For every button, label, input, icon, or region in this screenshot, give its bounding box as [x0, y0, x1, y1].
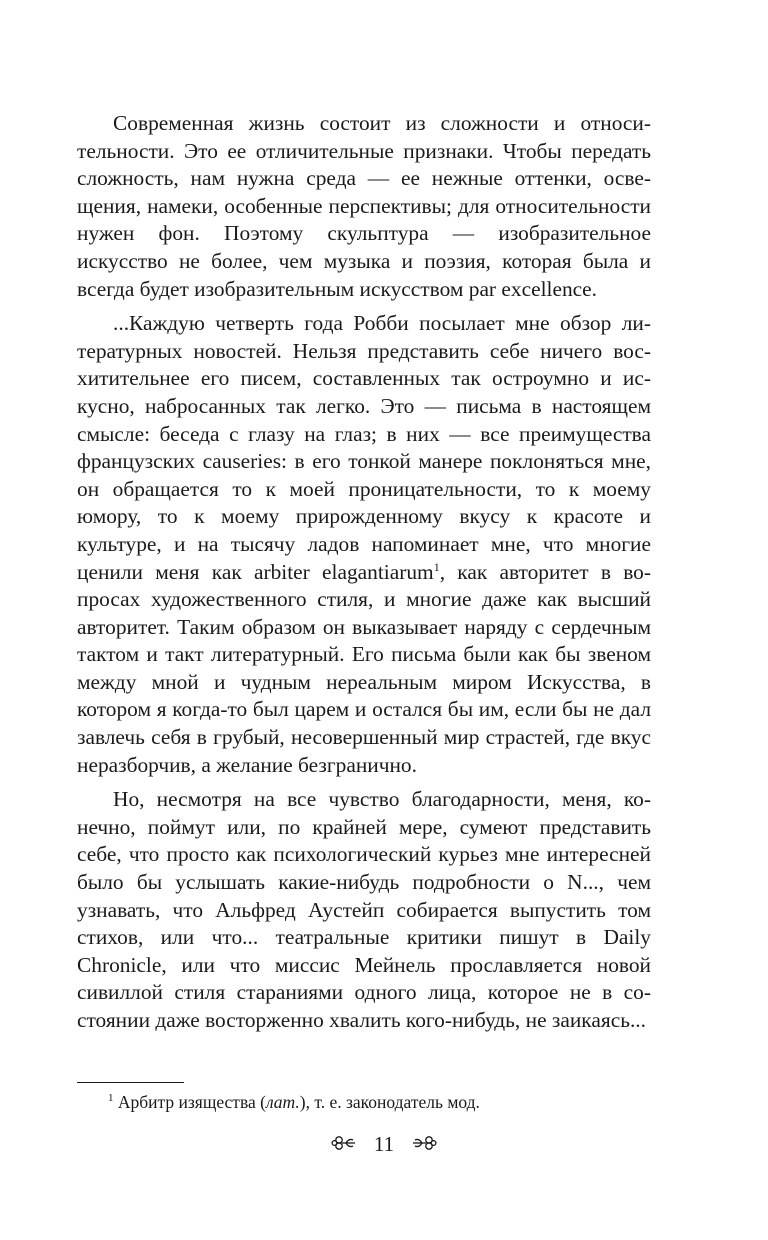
footnote-divider [77, 1082, 184, 1083]
paragraph-2-text-b: , как авторитет в вопросах художественного стиля, и многие даже как высший авторитет. Таким образом он выказывает наряду с сердечным тактом и такт литературный. Его письма были как бы звеном между мной и чудным нереальным миром Искусства, в котором я когда-то был царем и остался бы им, если бы не дал завлечь себя в грубый, несовершенный мир страстей, где вкус неразборчив, а желание безгранично. [77, 559, 651, 777]
paragraph-2-text-a: ...Каждую четверть года Робби посылает мне обзор литературных новостей. Нельзя представить себе ничего восхитительнее его писем, составленных так остроумно и искусно, набросанных так легко. Это — письма в настоящем смысле: беседа с глазу на глаз; в них — все преимущества французских causeries: в его тонкой манере поклоняться мне, он обращается то к моей проницательности, то к моему юмору, то к моему прирожденному вкусу к красоте и культуре, и на тысячу ладов напоминает мне, что многие ценили меня как arbiter elagantiarum [77, 311, 651, 584]
page-body [77, 110, 651, 1042]
paragraph-2 [77, 310, 651, 779]
ornament-left-icon [331, 1132, 357, 1157]
footnote [108, 1092, 480, 1113]
footnote-italic: лат. [265, 1092, 300, 1112]
footnote-text-after: ), т. е. законодатель мод. [299, 1092, 480, 1112]
footnote-mark: 1 [108, 1092, 114, 1105]
page-number: 11 [373, 1131, 395, 1156]
page-footer [0, 1130, 768, 1157]
paragraph-1 [77, 110, 651, 303]
footnote-reference: 1 [433, 559, 440, 574]
paragraph-3-text: Но, несмотря на все чувство благодарности, меня, конечно, поймут или, по крайней мере, сумеют представить себе, что просто как психологический курьез мне интересней было бы услышать какие-нибудь подробности о N..., чем узнавать, что Альфред Аустейп собирается выпустить том стихов, или что... театральные критики пишут в Daily Chronicle, или что миссис Мейнель прославляется новой сивиллой стиля стараниями одного лица, которое не в состоянии даже восторженно хвалить кого-нибудь, не заикаясь... [77, 787, 651, 1032]
paragraph-3 [77, 786, 651, 1034]
footnote-text-before: Арбитр изящества ( [113, 1092, 266, 1112]
paragraph-1-text: Современная жизнь состоит из сложности и относительности. Это ее отличительные признаки. Чтобы передать сложность, нам нужна среда — ее нежные оттенки, освещения, намеки, особенные перспективы; для относительности нужен фон. Поэтому скульптура — изобразительное искусство не более, чем музыка и поэзия, которая была и всегда будет изобразительным искусством par excellence. [77, 111, 651, 301]
ornament-right-icon [411, 1132, 437, 1157]
